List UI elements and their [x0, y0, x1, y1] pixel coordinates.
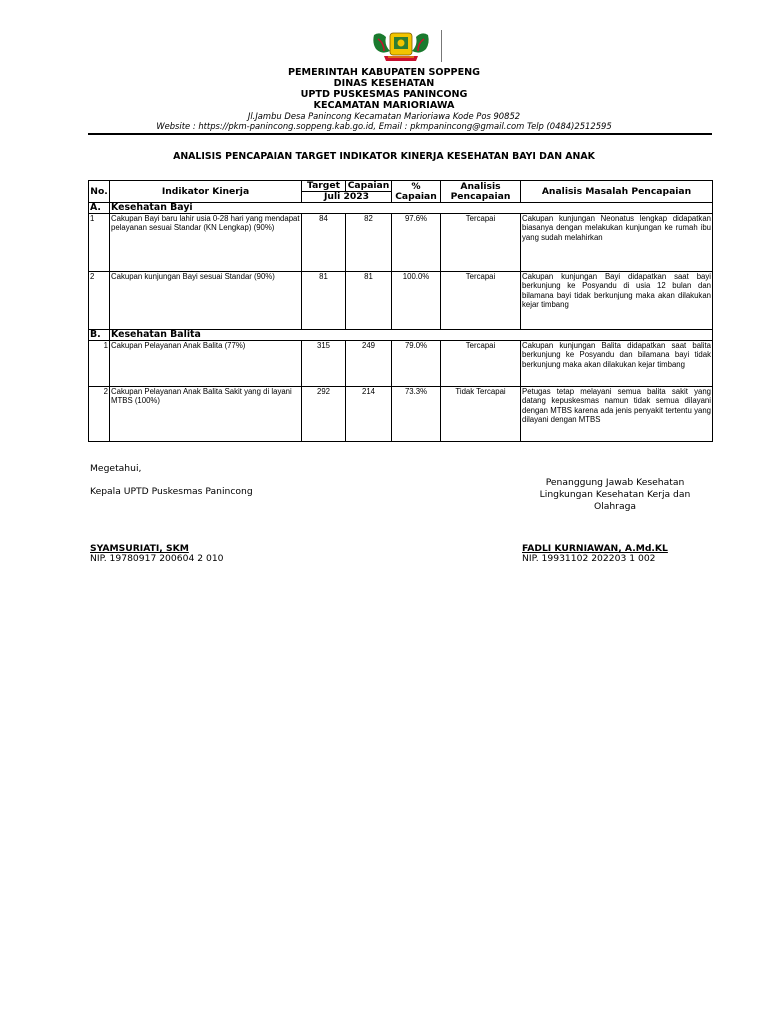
row-capaian: 249 — [346, 341, 392, 387]
row-indikator: Cakupan Pelayanan Anak Balita Sakit yang di layani MTBS (100%) — [110, 387, 302, 442]
row-capaian: 81 — [346, 272, 392, 330]
row-target: 292 — [302, 387, 346, 442]
row-indikator: Cakupan Bayi baru lahir usia 0-28 hari yang mendapat pelayanan sesuai Standar (KN Lengkap) (90%) — [110, 214, 302, 272]
row-target: 84 — [302, 214, 346, 272]
row-analisis: Tidak Tercapai — [441, 387, 521, 442]
col-header-capaian: Capaian — [346, 181, 392, 192]
header-line-district: KECAMATAN MARIORIAWA — [313, 100, 455, 111]
section-name: Kesehatan Bayi — [110, 203, 713, 214]
row-pct: 79.0% — [392, 341, 441, 387]
signature-right-name: FADLI KURNIAWAN, A.Md.KL — [522, 543, 668, 554]
row-no: 2 — [89, 387, 110, 442]
table-row — [89, 272, 713, 330]
section-row-bayi — [89, 203, 713, 214]
header-rule — [88, 133, 712, 135]
row-masalah: Cakupan kunjungan Neonatus lengkap didapatkan biasanya dengan melakukan kunjungan ke rumah ibu yang sudah melahirkan — [521, 214, 713, 272]
row-no: 1 — [89, 341, 110, 387]
row-pct: 100.0% — [392, 272, 441, 330]
section-name: Kesehatan Balita — [110, 330, 713, 341]
col-header-masalah: Analisis Masalah Pencapaian — [521, 181, 713, 203]
header-contact: Website : https://pkm-panincong.soppeng.kab.go.id, Email : pkmpanincong@gmail.com Telp (0484)2512595 — [156, 121, 612, 131]
signature-left-greeting: Megetahui, — [90, 463, 142, 474]
col-header-pct-line2: Capaian — [395, 190, 437, 202]
col-header-analisis — [441, 181, 521, 203]
header-line-government: PEMERINTAH KABUPATEN SOPPENG — [287, 67, 481, 78]
row-indikator: Cakupan Pelayanan Anak Balita (77%) — [110, 341, 302, 387]
col-header-period: Juli 2023 — [302, 192, 392, 203]
row-capaian: 214 — [346, 387, 392, 442]
header-address: Jl.Jambu Desa Panincong Kecamatan Marioriawa Kode Pos 90852 — [247, 111, 521, 121]
table-header-row — [89, 181, 713, 192]
table-row — [89, 341, 713, 387]
row-masalah: Cakupan kunjungan Balita didapatkan saat balita berkunjung ke Posyandu dan bilamana bayi tidak berkunjung maka akan dilakukan kejar timbang — [521, 341, 713, 387]
signature-right-role-line1: Penanggung Jawab Kesehatan — [545, 477, 685, 488]
row-pct: 97.6% — [392, 214, 441, 272]
row-analisis: Tercapai — [441, 272, 521, 330]
row-masalah: Petugas tetap melayani semua balita sakit yang datang kepuskesmas namun tidak semua dilayani dengan MTBS karena ada jenis penyakit tertentu yang dilayani dengan MTBS — [521, 387, 713, 442]
col-header-indikator: Indikator Kinerja — [110, 181, 302, 203]
header-line-unit: UPTD PUSKESMAS PANINCONG — [300, 89, 468, 100]
kpi-table — [88, 180, 713, 442]
col-header-analisis-line2: Pencapaian — [450, 190, 511, 202]
row-target: 81 — [302, 272, 346, 330]
row-analisis: Tercapai — [441, 341, 521, 387]
logo-divider — [441, 30, 442, 62]
table-row — [89, 214, 713, 272]
signature-right-role — [510, 477, 720, 513]
header-line-agency: DINAS KESEHATAN — [333, 78, 435, 89]
col-header-no: No. — [89, 181, 110, 203]
row-no: 1 — [89, 214, 110, 272]
signature-right-role-line2: Lingkungan Kesehatan Kerja dan — [539, 489, 691, 500]
row-analisis: Tercapai — [441, 214, 521, 272]
signature-right-nip: NIP. 19931102 202203 1 002 — [522, 553, 656, 564]
col-header-analisis-line1: Analisis — [460, 180, 501, 192]
signature-right-role-line3: Olahraga — [593, 501, 637, 512]
row-masalah: Cakupan kunjungan Bayi didapatkan saat bayi berkunjung ke Posyandu di usia 12 bulan dan bilamana bayi tidak berkunjung maka akan dilakukan kejar timbang — [521, 272, 713, 330]
row-target: 315 — [302, 341, 346, 387]
signature-left-role: Kepala UPTD Puskesmas Panincong — [90, 486, 253, 497]
signature-left-nip: NIP. 19780917 200604 2 010 — [90, 553, 224, 564]
row-pct: 73.3% — [392, 387, 441, 442]
section-code: A. — [89, 203, 110, 214]
col-header-target: Target — [302, 181, 346, 192]
col-header-pct-line1: % — [411, 180, 421, 192]
table-row — [89, 387, 713, 442]
soppeng-regency-emblem-logo — [370, 29, 432, 63]
section-row-balita — [89, 330, 713, 341]
signature-left-name: SYAMSURIATI, SKM — [90, 543, 189, 554]
section-code: B. — [89, 330, 110, 341]
col-header-pct — [392, 181, 441, 203]
row-capaian: 82 — [346, 214, 392, 272]
document-title: ANALISIS PENCAPAIAN TARGET INDIKATOR KINERJA KESEHATAN BAYI DAN ANAK — [173, 151, 595, 162]
row-no: 2 — [89, 272, 110, 330]
row-indikator: Cakupan kunjungan Bayi sesuai Standar (90%) — [110, 272, 302, 330]
